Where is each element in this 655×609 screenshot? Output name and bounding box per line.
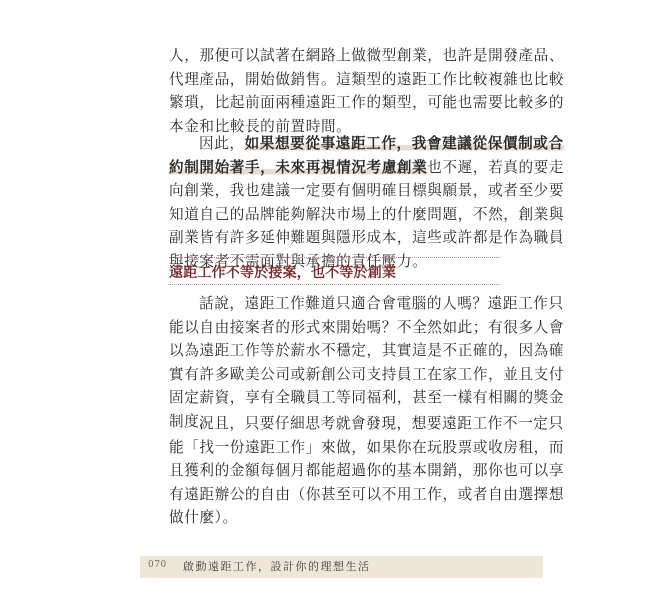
text-line: 且獲利的金額每個月都能超過你的基本開銷，那你也可以享 xyxy=(169,462,565,479)
divider-top xyxy=(169,257,499,258)
text-line: 知道自己的品牌能夠解決市場上的什麼問題，不然，創業與 xyxy=(169,205,565,223)
running-title: 啟動遠距工作，設計你的理想生活 xyxy=(183,560,371,573)
text-line: 與接案者不需面對與承擔的責任壓力。 xyxy=(169,252,428,270)
text-line: 做什麼）。 xyxy=(169,509,238,526)
text-line: 有遠距辦公的自由（你甚至可以不用工作，或者自由選擇想 xyxy=(169,485,565,503)
text-line: 繁瑣，比起前面兩種遠距工作的類型，可能也需要比較多的 xyxy=(169,94,565,111)
text-line: 本金和比較長的前置時間。 xyxy=(169,117,352,135)
text-line: 實有許多歐美公司或新創公司支持員工在家工作，並且支付 xyxy=(169,365,565,383)
section-heading: 遠距工作不等於接案，也不等於創業 xyxy=(169,265,397,281)
paragraph-4 xyxy=(169,412,565,530)
text-line: 代理產品，開始做銷售。這類型的遠距工作比較複雜也比較 xyxy=(169,70,565,88)
plain-text: 也不遲，若真的要走 xyxy=(427,158,565,176)
text-line: 副業皆有許多延伸難題與隱形成本，這些或許都是作為職員 xyxy=(169,229,565,246)
text-line: 向創業，我也建議一定要有個明確目標與願景，或者至少要 xyxy=(169,182,565,199)
paragraph-1 xyxy=(169,44,565,138)
text-line xyxy=(169,156,565,180)
paragraph-2 xyxy=(169,132,565,273)
text-line: 制度。 xyxy=(169,412,215,430)
divider-bottom xyxy=(169,284,499,285)
highlighted-text: 如果想要從事遠距工作，我會建議從保價制或合 xyxy=(244,135,564,152)
text-line xyxy=(169,132,564,156)
plain-text: 因此， xyxy=(199,135,245,152)
page-number: 070 xyxy=(148,560,167,570)
text-line: 能以自由接案者的形式來開始嗎？不全然如此；有很多人會 xyxy=(169,318,565,336)
text-line: 能「找一份遠距工作」來做，如果你在玩股票或收房租，而 xyxy=(169,438,565,456)
text-line: 以為遠距工作等於薪水不穩定，其實這是不正確的，因為確 xyxy=(169,342,565,359)
text-line: 固定薪資，享有全職員工等同福利，甚至一樣有相關的獎金 xyxy=(169,389,565,406)
text-line: 人，那便可以試著在網路上做微型創業，也許是開發產品、 xyxy=(169,47,565,64)
text-line: 況且，只要仔細思考就會發現，想要遠距工作不一定只 xyxy=(199,415,564,432)
text-line: 話說，遠距工作難道只適合會電腦的人嗎？遠距工作只 xyxy=(199,295,564,312)
highlighted-text: 約制開始著手，未來再視情況考慮創業 xyxy=(169,158,428,176)
